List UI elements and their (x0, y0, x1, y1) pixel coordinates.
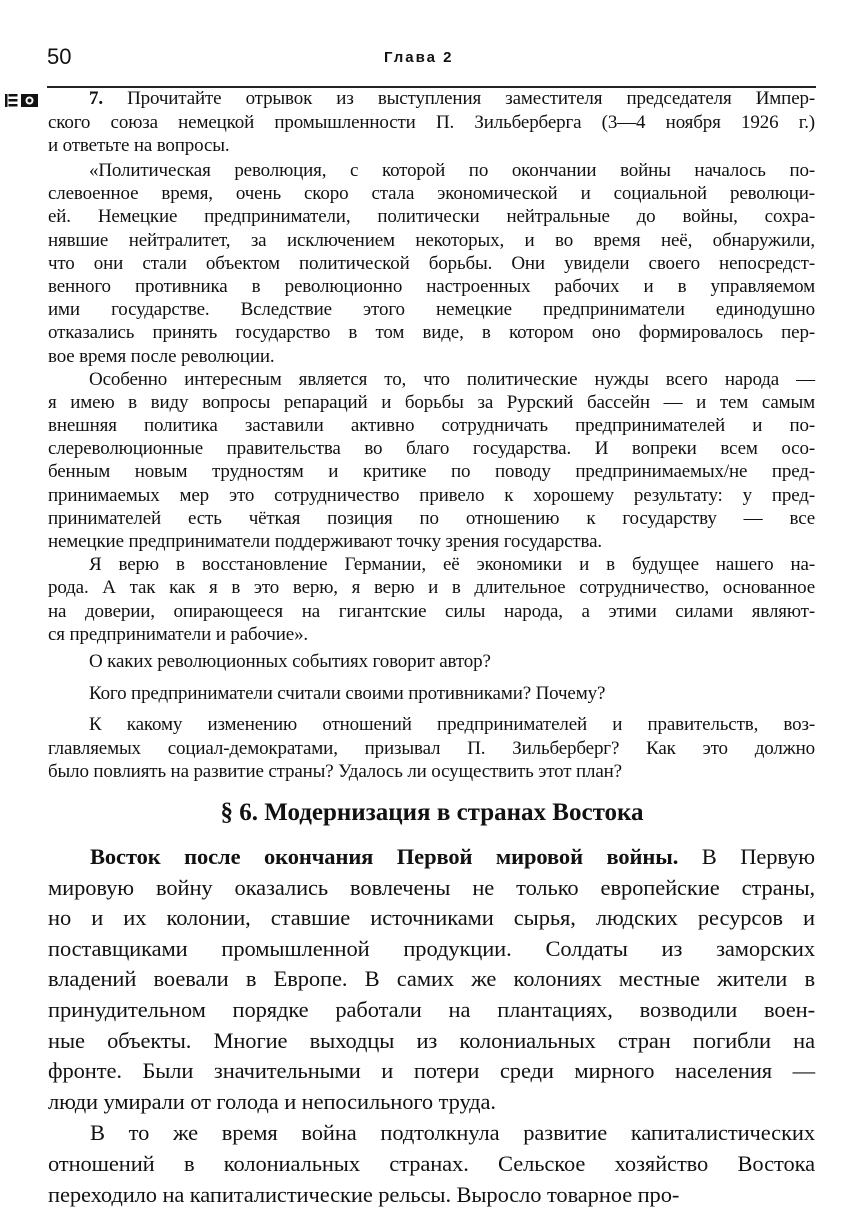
quote-line (48, 553, 815, 576)
line-text: Кого предприниматели считали своими противниками? Почему? (89, 682, 606, 704)
line-text: ся предприниматели и рабочие». (48, 623, 309, 645)
quote-line (48, 229, 815, 252)
line-text: что они стали объектом политической борьбы. Они увидели своего непосредст- (48, 252, 815, 274)
question-line (48, 713, 815, 737)
body-line (48, 842, 815, 873)
line-text: «Политическая революция, с которой по окончании войны началось по- (89, 160, 815, 181)
quote-line (48, 205, 815, 228)
line-text: мировую войну оказались вовлечены не только европейские страны, (48, 874, 815, 900)
quote-line (48, 576, 815, 599)
quote-line (48, 600, 815, 623)
section-heading: § 6. Модернизация в странах Востока (220, 799, 644, 826)
body-text (48, 842, 815, 1210)
body-line (48, 1087, 815, 1118)
line-text: фронте. Были значительными и потери среди мирного населения — (48, 1058, 815, 1084)
line-text: В Первую (678, 844, 815, 869)
quote-line (48, 414, 815, 437)
quote-line (48, 321, 815, 344)
line-text: принимаемых мер это сотрудничество привело к хорошему результату: у пред- (48, 484, 815, 506)
paragraph (48, 1118, 815, 1210)
quote-line (48, 345, 815, 368)
line-text: внешняя политика заставили активно сотрудничать предпринимателей и по- (48, 415, 815, 437)
body-line (48, 1180, 815, 1210)
line-text: поставщиками промышленной продукции. Солдаты из заморских (48, 935, 815, 961)
line-text: О каких революционных событиях говорит автор? (89, 650, 491, 672)
line-text: К какому изменению отношений предпринимателей и правительств, воз- (89, 714, 815, 736)
line-text: ей. Немецкие предприниматели, политически нейтральные до войны, сохра- (48, 206, 815, 228)
paragraph (48, 842, 815, 1117)
line-text: Прочитайте отрывок из выступления заместителя председателя Импер- (102, 88, 815, 109)
quote-line (48, 484, 815, 507)
line-text: отказались принять государство в том виде, в котором оно формировалось пер- (48, 322, 815, 344)
chapter-title: Глава 2 (384, 49, 454, 66)
quote-line (48, 437, 815, 460)
line-text: на доверии, опирающееся на гигантские силы народа, а этими силами являют- (48, 600, 815, 622)
body-line (48, 964, 815, 995)
line-text: переходило на капиталистические рельсы. Выросло товарное про- (48, 1181, 680, 1207)
page-number: 50 (47, 44, 72, 69)
line-text: главляемых социал-демократами, призывал П. Зильберберг? Как это должно (48, 737, 815, 759)
lead-bold: Восток после окончания Первой мировой войны. (90, 844, 679, 869)
quote-line (48, 252, 815, 275)
quote-line (48, 298, 815, 321)
body-line (48, 1056, 815, 1087)
line-text: принимателей есть чёткая позиция по отношению к государству — все (48, 507, 815, 529)
text-line (48, 111, 815, 135)
line-text: В то же время война подтолкнула развитие капиталистических (90, 1120, 815, 1146)
body-line (48, 1149, 815, 1180)
quote-line (48, 530, 815, 553)
body-line (48, 903, 815, 934)
line-text: я имею в виду вопросы репараций и борьбы за Рурский бассейн — и тем самым (48, 391, 815, 413)
line-text: вое время после революции. (48, 345, 275, 367)
line-text: венного противника в революционно настроенных рабочих и в управляемом (48, 275, 815, 297)
line-text: Я верю в восстановление Германии, её экономики и в будущее нашего на- (89, 554, 815, 576)
line-text: отношений в колониальных странах. Сельское хозяйство Востока (48, 1150, 815, 1176)
body-line (48, 1118, 815, 1149)
line-text: ими государстве. Вследствие этого немецкие предприниматели единодушно (48, 299, 815, 321)
quote-line (48, 368, 815, 391)
question-line (48, 650, 815, 674)
quote-line (48, 275, 815, 298)
quote-line (48, 391, 815, 414)
question (48, 650, 815, 674)
line-text: нявшие нейтралитет, за исключением некоторых, и во время неё, обнаружили, (48, 229, 815, 251)
line-text: немецкие предприниматели поддерживают точку зрения государства. (48, 531, 602, 552)
line-text: бенным новым трудностям и критике по поводу предпринимаемых/не пред- (48, 461, 815, 483)
quote-line (48, 460, 815, 483)
body-line (48, 934, 815, 965)
line-text: принудительном порядке работали на плантациях, возводили воен- (48, 996, 815, 1022)
line-text: и ответьте на вопросы. (48, 135, 230, 157)
question-line (48, 737, 815, 761)
line-text: рода. А так как я в это верю, я верю и в длительное сотрудничество, основанное (48, 577, 815, 599)
quote-line (48, 182, 815, 205)
question (48, 713, 815, 784)
question-line (48, 682, 815, 706)
question (48, 682, 815, 706)
questions (48, 650, 815, 784)
quote-line (48, 623, 815, 646)
line-text: владений воевали в Европе. В самих же колониях местные жители в (48, 966, 815, 992)
line-text: слевоенное время, очень скоро стала экономической и социальной революци- (48, 183, 815, 205)
line-text: Особенно интересным является то, что политические нужды всего народа — (89, 368, 815, 390)
task-7 (48, 87, 815, 158)
line-text: слереволюционные правительства во благо государства. И вопреки всем осо- (48, 438, 815, 460)
quote-line (48, 159, 815, 182)
body-line (48, 995, 815, 1026)
quote-line (48, 507, 815, 530)
text-line (48, 87, 815, 111)
line-text: но и их колонии, ставшие источниками сырья, людских ресурсов и (48, 905, 815, 931)
body-line (48, 873, 815, 904)
question-line (48, 760, 815, 784)
body-line (48, 1026, 815, 1057)
text-line (48, 134, 815, 158)
quote (48, 159, 815, 646)
task-number: 7. (89, 88, 103, 109)
line-text: ского союза немецкой промышленности П. Зильберберга (3—4 ноября 1926 г.) (48, 111, 815, 133)
document-task-icon (5, 93, 39, 108)
line-text: люди умирали от голода и непосильного труда. (48, 1088, 496, 1114)
line-text: ные объекты. Многие выходцы из колониальных стран погибли на (48, 1027, 815, 1053)
line-text: было повлиять на развитие страны? Удалось ли осуществить этот план? (48, 761, 622, 783)
quote-and-questions (48, 159, 815, 784)
